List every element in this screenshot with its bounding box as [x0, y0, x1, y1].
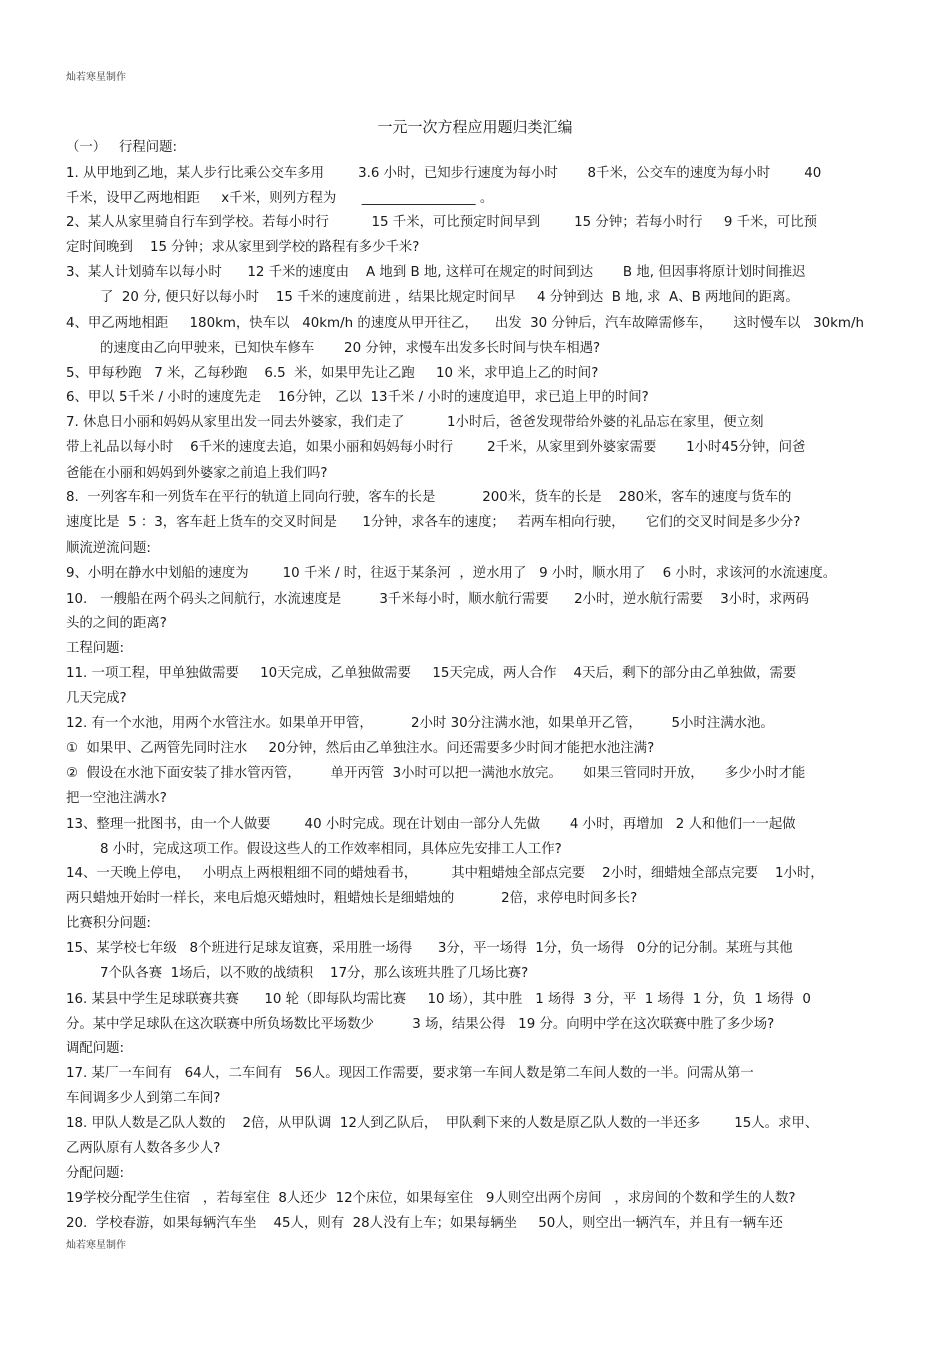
text-line: ① 如果甲、乙两管先同时注水 20分钟，然后由乙单独注水。问还需要多少时间才能把水池注满? [66, 741, 655, 756]
page-header: 灿若寒星制作 [66, 72, 126, 83]
text-line: 头的之间的距离? [66, 616, 167, 631]
text-line: 14、一天晚上停电， 小明点上两根粗细不同的蜡烛看书， 其中粗蜡烛全部点完要 2小时，细蜡烛全部点完要 1小时， [66, 866, 824, 881]
text-line: 20. 学校春游，如果每辆汽车坐 45人，则有 28人没有上车；如果每辆坐 50人，则空出一辆汽车，并且有一辆车还 [66, 1216, 783, 1231]
text-line: 1. 从甲地到乙地，某人步行比乘公交车多用 3.6 小时，已知步行速度为每小时 8千米，公交车的速度为每小时 40 [66, 166, 822, 181]
text-line: 3、某人计划骑车以每小时 12 千米的速度由 A 地到 B 地, 这样可在规定的时间到达 B 地, 但因事将原计划时间推迟 [66, 265, 806, 280]
text-line: 8 小时，完成这项工作。假设这些人的工作效率相同，具体应先安排工人工作? [100, 842, 562, 857]
text-line: 了 20 分, 便只好以每小时 15 千米的速度前进 ，结果比规定时间早 4 分钟到达 B 地, 求 A、B 两地间的距离。 [100, 290, 799, 305]
text-line: 10. 一艘船在两个码头之间航行，水流速度是 3千米每小时，顺水航行需要 2小时，逆水航行需要 3小时，求两码 [66, 592, 810, 607]
text-line: 11. 一项工程，甲单独做需要 10天完成，乙单独做需要 15天完成，两人合作 4天后，剩下的部分由乙单独做，需要 [66, 666, 797, 681]
text-line: 18. 甲队人数是乙队人数的 2倍，从甲队调 12人到乙队后， 甲队剩下来的人数是原乙队人数的一半还多 15人。求甲、 [66, 1116, 819, 1131]
text-line: 把一空池注满水? [66, 791, 167, 806]
text-line: 定时间晚到 15 分钟；求从家里到学校的路程有多少千米? [66, 240, 420, 255]
text-line: 9、小明在静水中划船的速度为 10 千米 / 时，往返于某条河 ，逆水用了 9 小时，顺水用了 6 小时，求该河的水流速度。 [66, 566, 837, 581]
text-line: 4、甲乙两地相距 180km，快车以 40km/h 的速度从甲开往乙， 出发 30 分钟后，汽车故障需修车， 这时慢车以 30km/h [66, 316, 864, 331]
section-heading: （一） 行程问题: [66, 140, 178, 155]
text-line: 2、某人从家里骑自行车到学校。若每小时行 15 千米，可比预定时间早到 15 分钟；若每小时行 9 千米，可比预 [66, 215, 817, 230]
text-line: 12. 有一个水池，用两个水管注水。如果单开甲管， 2小时 30分注满水池，如果单开乙管， 5小时注满水池。 [66, 716, 774, 731]
document-title: 一元一次方程应用题归类汇编 [377, 118, 573, 136]
text-line: 6、甲以 5千米 / 小时的速度先走 16分钟，乙以 13千米 / 小时的速度追甲，求已追上甲的时间? [66, 390, 649, 405]
text-line: 爸能在小丽和妈妈到外婆家之前追上我们吗? [66, 466, 328, 481]
text-line: 乙两队原有人数各多少人? [66, 1141, 221, 1156]
text-line: 的速度由乙向甲驶来，已知快车修车 20 分钟，求慢车出发多长时间与快车相遇? [100, 341, 601, 356]
text-line: 分。某中学足球队在这次联赛中所负场数比平场数少 3 场，结果公得 19 分。向明中学在这次联赛中胜了多少场? [66, 1017, 775, 1032]
text-line: 16. 某县中学生足球联赛共赛 10 轮（即每队均需比赛 10 场），其中胜 1 场得 3 分，平 1 场得 1 分，负 1 场得 0 [66, 992, 811, 1007]
text-line: 17. 某厂一车间有 64人，二车间有 56人。现因工作需要，要求第一车间人数是第二车间人数的一半。问需从第一 [66, 1066, 754, 1081]
text-line: 19学校分配学生住宿 ，若每室住 8人还少 12个床位，如果每室住 9人则空出两个房间 ，求房间的个数和学生的人数? [66, 1191, 796, 1206]
text-line: 千米，设甲乙两地相距 x千米，则列方程为 _________________ 。 [66, 191, 494, 206]
text-line: ② 假设在水池下面安装了排水管丙管， 单开丙管 3小时可以把一满池水放完。 如果三管同时开放， 多少小时才能 [66, 766, 806, 781]
text-line: 两只蜡烛开始时一样长，来电后熄灭蜡烛时，粗蜡烛长是细蜡烛的 2倍，求停电时间多长? [66, 891, 638, 906]
section-heading: 工程问题: [66, 641, 125, 656]
section-heading: 比赛积分问题: [66, 916, 151, 931]
page-footer: 灿若寒星制作 [66, 1240, 126, 1251]
section-heading: 调配问题: [66, 1041, 125, 1056]
section-heading: 分配问题: [66, 1166, 125, 1181]
text-line: 7. 休息日小丽和妈妈从家里出发一同去外婆家，我们走了 1小时后，爸爸发现带给外婆的礼品忘在家里，便立刻 [66, 415, 764, 430]
text-line: 几天完成? [66, 691, 127, 706]
text-line: 车间调多少人到第二车间? [66, 1091, 221, 1106]
section-heading: 顺流逆流问题: [66, 541, 151, 556]
text-line: 5、甲每秒跑 7 米，乙每秒跑 6.5 米，如果甲先让乙跑 10 米，求甲追上乙的时间? [66, 366, 599, 381]
text-line: 带上礼品以每小时 6千米的速度去追，如果小丽和妈妈每小时行 2千米，从家里到外婆家需要 1小时45分钟，问爸 [66, 440, 806, 455]
text-line: 7个队各赛 1场后，以不败的战绩积 17分，那么该班共胜了几场比赛? [100, 966, 529, 981]
text-line: 15、某学校七年级 8个班进行足球友谊赛，采用胜一场得 3分，平一场得 1分，负一场得 0分的记分制。某班与其他 [66, 941, 793, 956]
text-line: 速度比是 5 ：3，客车赶上货车的交叉时间是 1分钟，求各车的速度； 若两车相向行驶， 它们的交叉时间是多少分? [66, 515, 801, 530]
text-line: 8. 一列客车和一列货车在平行的轨道上同向行驶，客车的长是 200米，货车的长是 280米，客车的速度与货车的 [66, 490, 792, 505]
text-line: 13、整理一批图书，由一个人做要 40 小时完成。现在计划由一部分人先做 4 小时，再增加 2 人和他们一一起做 [66, 817, 796, 832]
